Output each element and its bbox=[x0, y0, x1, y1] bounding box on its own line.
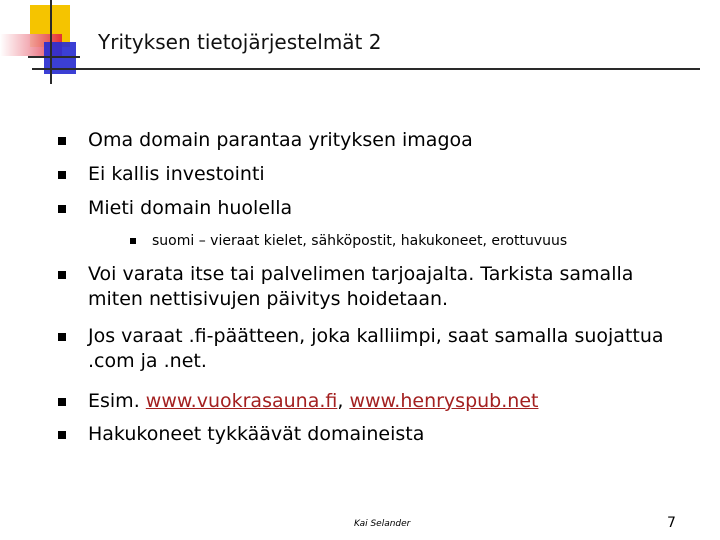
footer-author: Kai Selander bbox=[354, 519, 411, 529]
bullet-text: Hakukoneet tykkäävät domaineista bbox=[88, 423, 425, 445]
square-bullet-icon bbox=[58, 431, 66, 439]
square-bullet-icon bbox=[58, 137, 66, 145]
page-number: 7 bbox=[667, 515, 676, 531]
bullet-text: Jos varaat .fi-päätteen, joka kalliimpi, saat samalla suojattua .com ja .net. bbox=[88, 325, 664, 372]
link-henryspub[interactable]: www.henryspub.net bbox=[349, 390, 539, 412]
square-bullet-icon bbox=[58, 171, 66, 179]
sub-bullet-text: suomi – vieraat kielet, sähköpostit, hakukoneet, erottuvuus bbox=[152, 233, 568, 249]
square-bullet-icon bbox=[58, 271, 66, 279]
square-bullet-icon bbox=[58, 205, 66, 213]
square-bullet-icon bbox=[58, 333, 66, 341]
bullet-text: Mieti domain huolella bbox=[88, 197, 293, 219]
square-bullet-icon bbox=[58, 398, 66, 406]
bullet-text: Voi varata itse tai palvelimen tarjoajalta. Tarkista samalla miten nettisivujen päivitys hoidetaan. bbox=[88, 263, 634, 310]
bullet-text bbox=[88, 389, 668, 414]
square-bullet-icon bbox=[130, 238, 136, 244]
slide-title: Yrityksen tietojärjestelmät 2 bbox=[98, 30, 382, 54]
example-prefix: Esim. bbox=[88, 390, 146, 412]
bullet-text: Oma domain parantaa yrityksen imagoa bbox=[88, 129, 473, 151]
link-vuokrasauna[interactable]: www.vuokrasauna.fi bbox=[145, 390, 338, 412]
bullet-text: Ei kallis investointi bbox=[88, 163, 265, 185]
example-separator: , bbox=[337, 390, 350, 412]
